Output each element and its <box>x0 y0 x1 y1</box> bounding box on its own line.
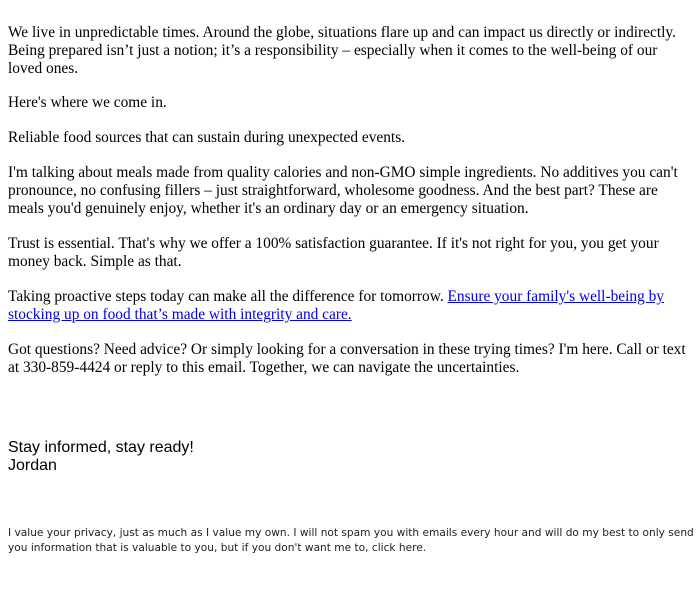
email-content <box>8 24 694 394</box>
meals-paragraph: I'm talking about meals made from quality calories and non-GMO simple ingredients. No additives you can't pronounce, no confusing fillers – just straightforward, wholesome goodness. And the best part? These are meals you'd genuinely enjoy, whether it's an ordinary day or an emergency situation. <box>8 164 678 217</box>
intro-paragraph: We live in unpredictable times. Around the globe, situations flare up and can impact us directly or indirectly. Being prepared isn’t just a notion; it’s a responsibility – especially when it comes to the well-being of our loved ones. <box>8 24 676 77</box>
sender-name: Jordan <box>8 457 57 474</box>
questions-paragraph: Got questions? Need advice? Or simply looking for a conversation in these trying times? I'm here. Call or text at 330-859-4424 or reply to this email. Together, we can navigate the uncertainties. <box>8 341 686 376</box>
ensure-wellbeing-link[interactable]: Ensure your family's well-being by stocking up on food that’s made with integrity and care. <box>8 288 665 323</box>
proactive-text: Taking proactive steps today can make all the difference for tomorrow. <box>8 288 448 305</box>
privacy-footer: I value your privacy, just as much as I value my own. I will not spam you with emails every hour and will do my best to only send you information that is valuable to you, but if you don't want me to, click here. <box>8 527 694 554</box>
here-paragraph: Here's where we come in. <box>8 94 167 111</box>
proactive-paragraph <box>8 288 694 324</box>
signoff-line: Stay informed, stay ready! <box>8 439 194 456</box>
reliable-paragraph: Reliable food sources that can sustain during unexpected events. <box>8 129 406 146</box>
signoff <box>8 439 194 475</box>
trust-paragraph: Trust is essential. That's why we offer a 100% satisfaction guarantee. If it's not right for you, you get your money back. Simple as that. <box>8 235 659 270</box>
